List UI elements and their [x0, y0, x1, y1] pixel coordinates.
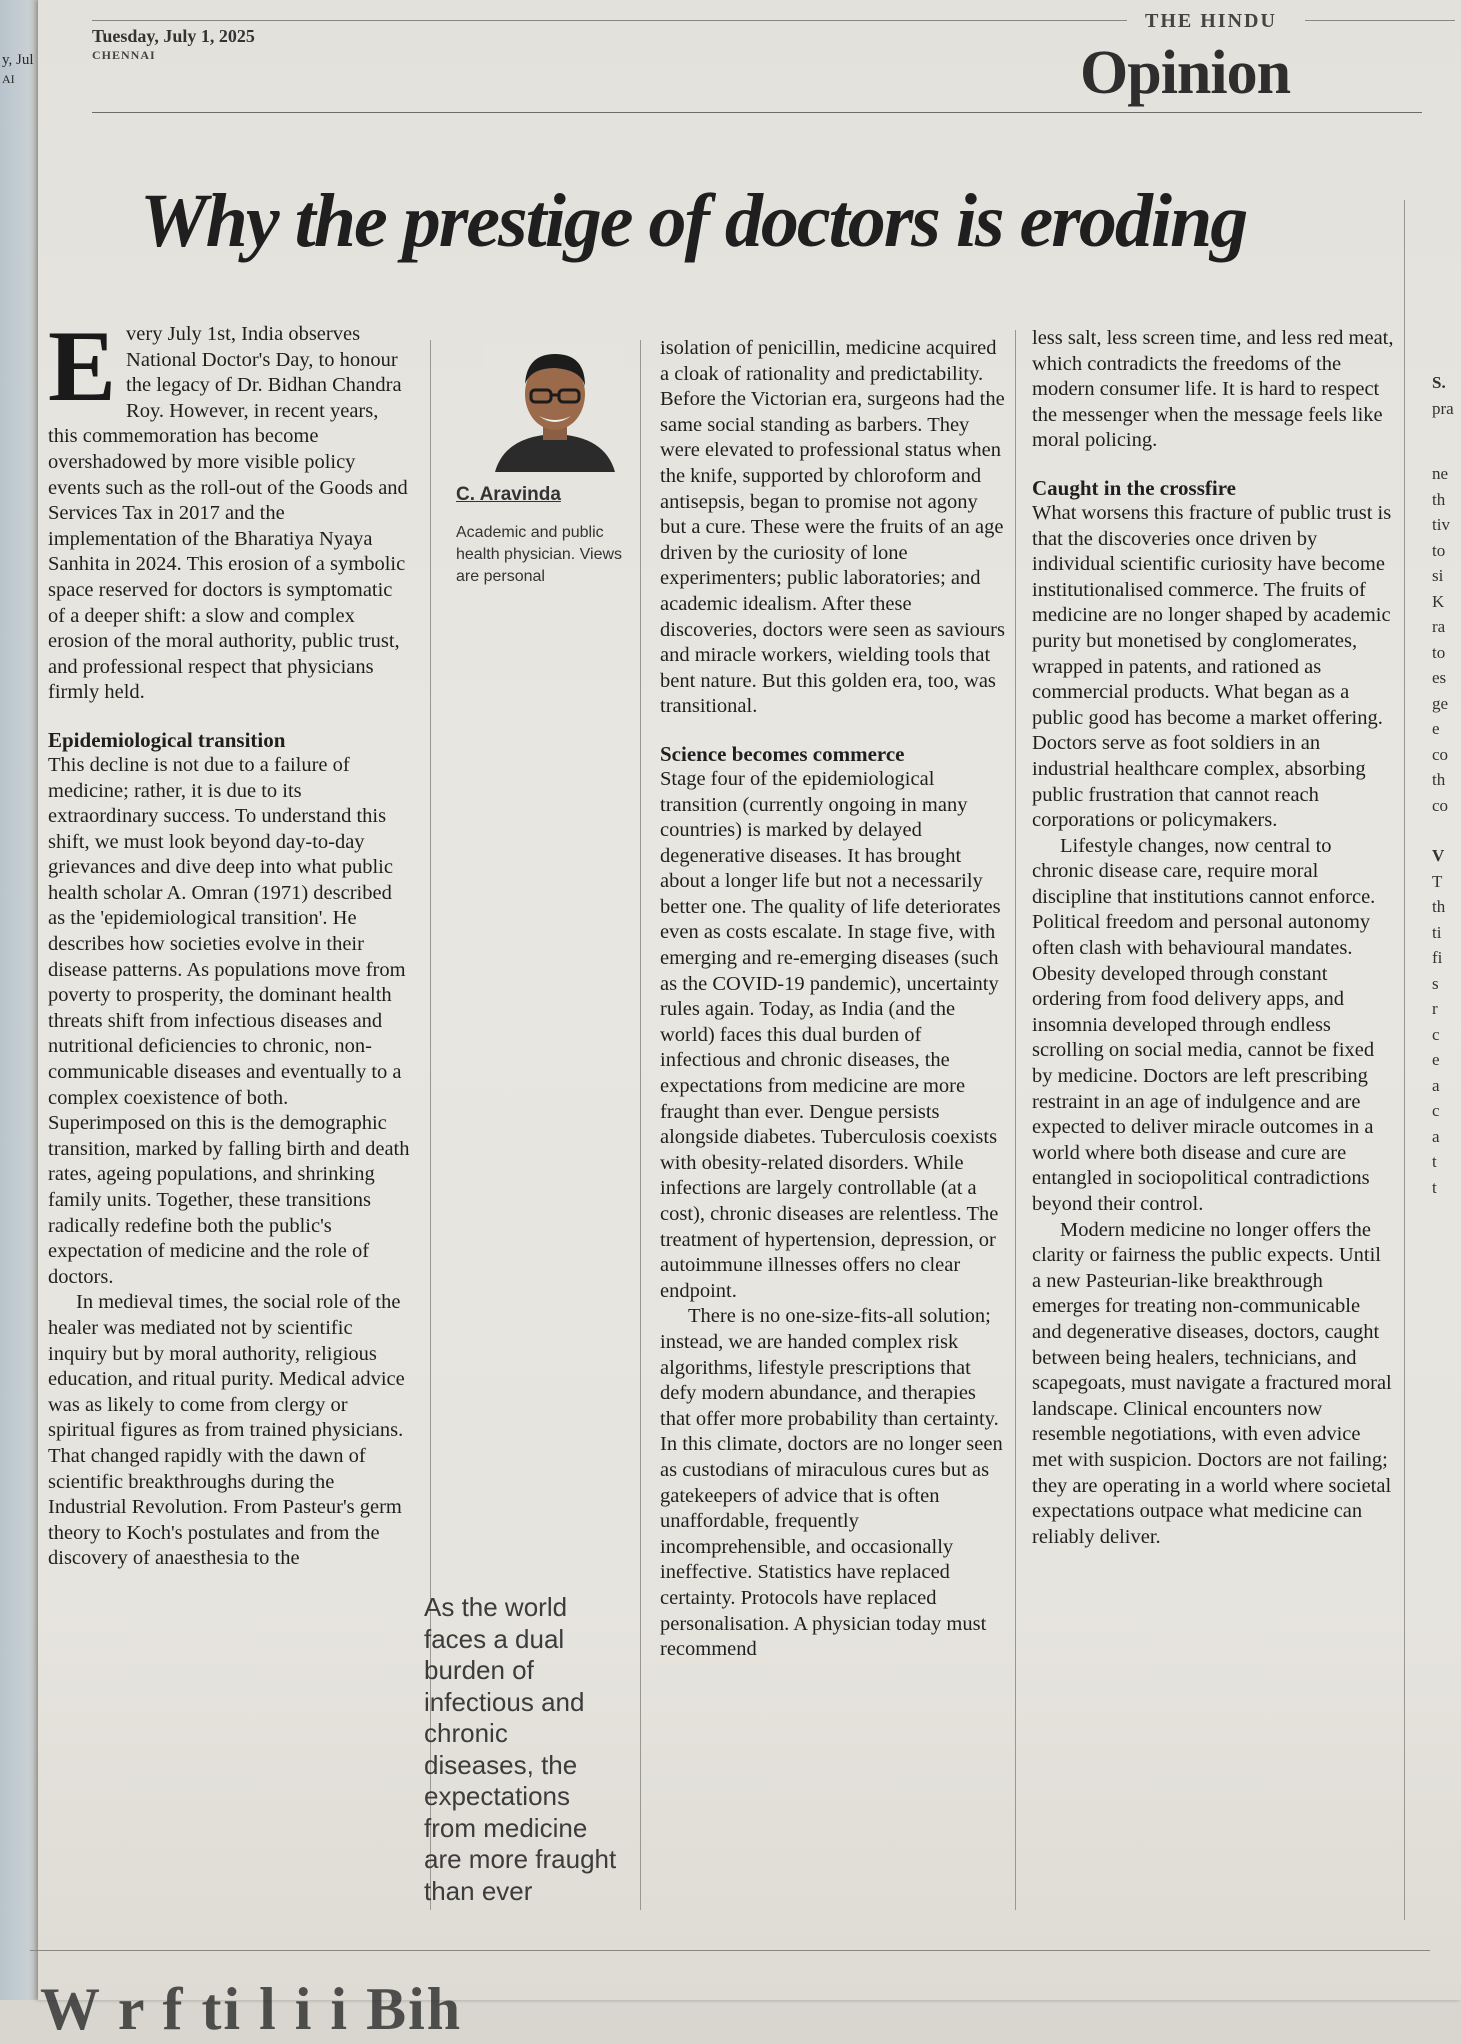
fragment: co [1432, 744, 1449, 764]
fragment: pra [1432, 398, 1454, 418]
fragment: to [1432, 642, 1446, 662]
fragment: a [1432, 1126, 1440, 1146]
fragment: th [1432, 770, 1446, 789]
fragment: a [1432, 1075, 1440, 1095]
fragment: ti [1432, 922, 1442, 942]
article-headline: Why the prestige of doctors is eroding [140, 179, 1247, 263]
adjacent-page-fragment: AI [2, 72, 15, 86]
article-column-3 [660, 336, 1005, 1663]
adjacent-article-fragments [1432, 370, 1461, 1200]
fragment: ge [1432, 693, 1449, 713]
author-name: C. Aravinda [456, 484, 561, 505]
newspaper-name: THE HINDU [1145, 10, 1277, 32]
page-bottom-rule [30, 1950, 1430, 1951]
fragment: t [1432, 1152, 1437, 1171]
article-paragraph: Modern medicine no longer offers the clarity or fairness the public expects. Until a new Pasteurian-like breakthrough emerges for treating non-communicable and degenerative diseases, doctors, caught between being healers, technicians, and scapegoats, must navigate a fractured moral landscape. Clinical encounters now resemble negotiations, with even advice met with suspicion. Doctors are not failing; they are operating in a world where societal expectations outpace what medicine can reliably deliver. [1032, 1218, 1392, 1548]
author-bio: Academic and public health physician. Views are personal [456, 524, 623, 585]
fragment: ne [1432, 464, 1449, 483]
subheading: Epidemiological transition [48, 727, 286, 752]
article-paragraph: Stage four of the epidemiological transition (currently ongoing in many countries) is marked by delayed degenerative diseases. It has brought about a longer life but not a necessarily better one. The quality of life deteriorates even as costs escalate. In stage five, with emerging and re-emerging diseases (such as the COVID-19 pandemic), uncertainty rules again. Today, as India (and the world) faces this dual burden of infectious and chronic diseases, the expectations from medicine are more fraught than ever. Dengue persists alongside diabetes. Tuberculosis coexists with obesity-related disorders. While infections are largely controllable (at a cost), chronic diseases are relentless. The treatment of hypertension, depression, or autoimmune illnesses offers no clear endpoint. [660, 767, 1001, 1302]
fragment: s [1432, 973, 1439, 993]
fragment: tiv [1432, 515, 1450, 534]
pull-quote: As the world faces a dual burden of infectious and chronic diseases, the expectations from medicine are more fraught than ever [424, 1592, 617, 1906]
section-title: Opinion [1080, 39, 1291, 107]
subheading: Caught in the crossfire [1032, 475, 1236, 500]
article-paragraph: less salt, less screen time, and less red meat, which contradicts the freedoms of the modern consumer life. It is hard to respect the messenger when the message feels like moral policing. [1032, 327, 1394, 452]
fragment: to [1432, 540, 1446, 560]
author-photo [485, 344, 625, 472]
adjacent-page-fragment: y, Jul [2, 52, 34, 68]
edition-city: CHENNAI [92, 48, 156, 62]
fragment: c [1432, 1101, 1440, 1120]
article-paragraph: This decline is not due to a failure of medicine; rather, it is due to its extraordinary success. To understand this shift, we must look beyond day-to-day grievances and dive deep into what public health scholar A. Omran (1971) described as the 'epidemiological transition'. He describes how societies evolve in their disease patterns. As populations move from poverty to prosperity, the dominant health threats shift from infectious diseases and nutritional deficiencies to chronic, non-communicable diseases and eventually to a complex coexistence of both. Superimposed on this is the demographic transition, marked by falling birth and death rates, ageing populations, and shrinking family units. Together, these transitions radically redefine both the public's expectation of medicine and the role of doctors. [48, 753, 410, 1288]
fragment: K [1432, 591, 1445, 611]
fragment: e [1432, 1050, 1440, 1069]
article-paragraph: There is no one-size-fits-all solution; instead, we are handed complex risk algorithms, lifestyle prescriptions that defy modern abundance, and therapies that offer more probability than certainty. In this climate, doctors are no longer seen as custodians of miraculous cures but as gatekeepers of advice that is often unaffordable, frequently incomprehensible, and occasionally ineffective. Statistics have replaced certainty. Protocols have replaced personalisation. A physician today must recommend [660, 1305, 1003, 1661]
column-rule [1404, 200, 1405, 1920]
article-paragraph: very July 1st, India observes National Doctor's Day, to honour the legacy of Dr. Bidhan Chandra Roy. However, in recent years, this commemoration has become overshadowed by more visible policy events such as the roll-out of the Goods and Services Tax in 2017 and the implementation of the Bharatiya Nyaya Sanhita in 2024. This erosion of a symbolic space reserved for doctors is symptomatic of a deeper shift: a slow and complex erosion of the moral authority, public trust, and professional respect that physicians firmly held. [48, 323, 408, 704]
issue-date: Tuesday, July 1, 2025 [92, 26, 255, 46]
article-paragraph: Lifestyle changes, now central to chronic disease care, require moral discipline that institutions cannot enforce. Political freedom and personal autonomy often clash with behavioural mandates. Obesity developed through constant ordering from food delivery apps, and insomnia developed through endless scrolling on social media, cannot be fixed by medicine. Doctors are left prescribing restraint in an age of indulgence and are expected to deliver miracle outcomes in a world where both disease and cure are entangled in sociopolitical contradictions beyond their control. [1032, 834, 1376, 1215]
fragment: t [1432, 1177, 1437, 1197]
subheading: Science becomes commerce [660, 741, 905, 766]
fragment: co [1432, 795, 1449, 815]
article-paragraph: What worsens this fracture of public trust is that the discoveries once driven by individual scientific curiosity have become institutionalised commerce. The fruits of medicine are no longer shaped by academic purity but monetised by conglomerates, wrapped in patents, and rationed as commercial products. What began as a public good has become a market offering. Doctors serve as foot soldiers in an industrial healthcare complex, absorbing public frustration that cannot reach corporations or policymakers. [1032, 501, 1392, 832]
fragment: S. [1432, 373, 1446, 392]
fragment: c [1432, 1024, 1440, 1044]
masthead-rule-left [92, 20, 1127, 21]
fragment: ra [1432, 617, 1446, 636]
fragment: r [1432, 999, 1438, 1018]
article-paragraph: isolation of penicillin, medicine acquired a cloak of rationality and predictability. Before the Victorian era, surgeons had the same social standing as barbers. They were elevated to professional status when the knife, supported by chloroform and antisepsis, began to promise not agony but a cure. These were the fruits of an age driven by the curiosity of lone experimenters; public laboratories; and academic idealism. After these discoveries, doctors were seen as saviours and miracle workers, wielding tools that bent nature. But this golden era, too, was transitional. [660, 337, 1005, 718]
fragment: th [1432, 897, 1446, 916]
fragment: fi [1432, 948, 1443, 967]
fragment: es [1432, 668, 1447, 687]
article-column-1 [48, 310, 410, 1572]
next-article-headline-cutoff: W r f ti l i i Bih [40, 1976, 463, 2042]
fragment: T [1432, 871, 1443, 891]
masthead-rule-right [1305, 20, 1455, 21]
article-paragraph: In medieval times, the social role of the healer was mediated not by scientific inquiry but by moral authority, religious education, and ritual purity. Medical advice was as likely to come from clergy or spiritual figures as from trained physicians. That changed rapidly with the dawn of scientific breakthroughs during the Industrial Revolution. From Pasteur's germ theory to Koch's postulates and from the discovery of anaesthesia to the [48, 1291, 405, 1570]
fragment: si [1432, 566, 1444, 585]
adjacent-page-strip [0, 0, 40, 2000]
column-rule [1015, 330, 1016, 1910]
article-column-4 [1032, 326, 1394, 1550]
masthead-bottom-rule [92, 112, 1422, 113]
fragment: V [1432, 846, 1445, 865]
fragment: e [1432, 719, 1440, 738]
column-rule [640, 340, 641, 1910]
drop-cap: E [48, 310, 117, 423]
fragment: th [1432, 489, 1446, 509]
